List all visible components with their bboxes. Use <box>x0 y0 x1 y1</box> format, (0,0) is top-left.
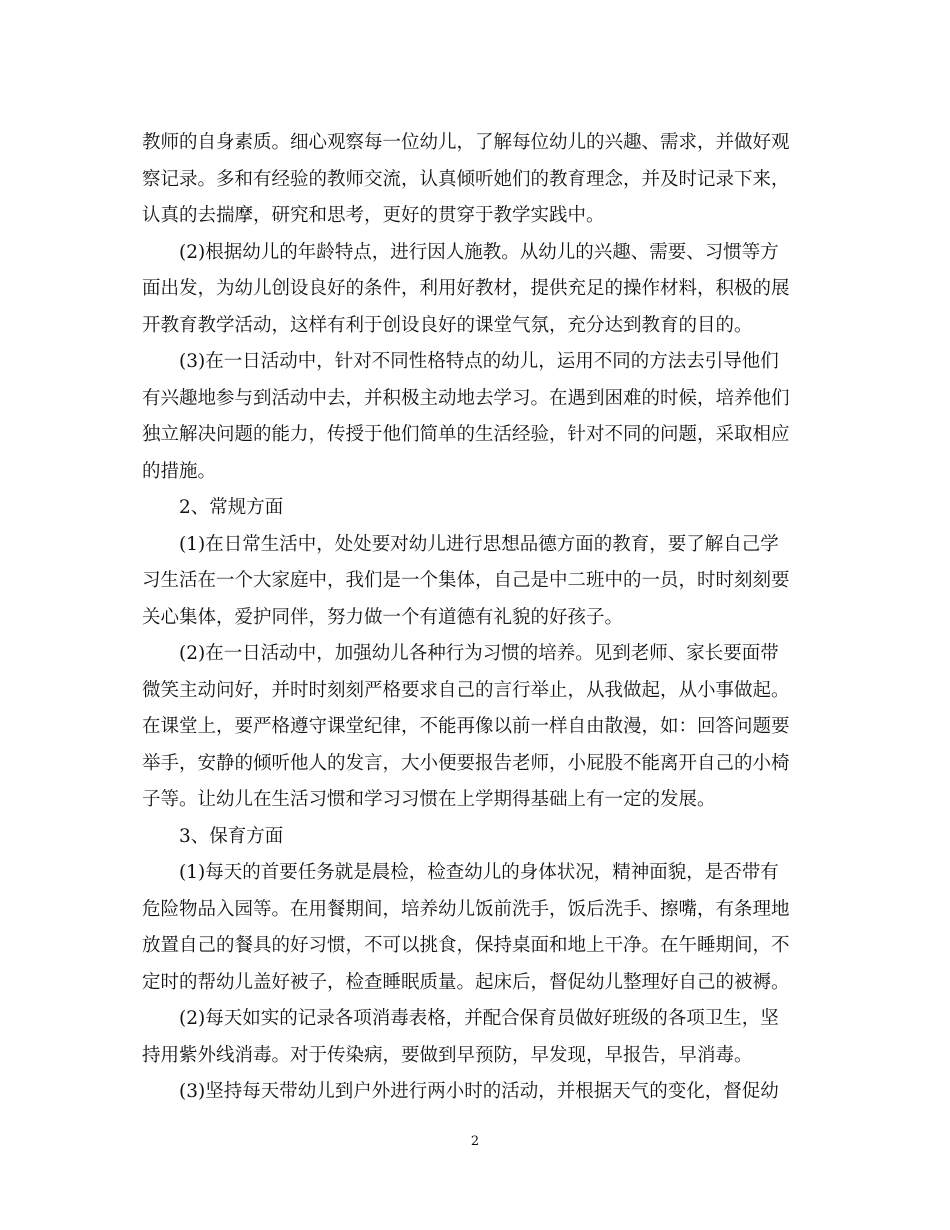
paragraph-line: 的措施。 <box>142 460 217 482</box>
paragraph-line: 习生活在一个大家庭中，我们是一个集体，自己是中二班中的一员，时时刻刻要 <box>142 570 790 591</box>
paragraph-line: 认真的去揣摩，研究和思考，更好的贯穿于教学实践中。 <box>142 205 605 226</box>
paragraph-line: 持用紫外线消毒。对于传染病，要做到早预防，早发现，早报告，早消毒。 <box>142 1044 753 1066</box>
paragraph-line: 关心集体，爱护同伴，努力做一个有道德有礼貌的好孩子。 <box>142 606 624 628</box>
paragraph-first-line: (1)每天的首要任务就是晨检，检查幼儿的身体状况，精神面貌，是否带有 <box>179 862 779 883</box>
paragraph-first-line: 3、保育方面 <box>179 825 284 847</box>
paragraph-first-line: (3)坚持每天带幼儿到户外进行两小时的活动，并根据天气的变化，督促幼 <box>179 1081 779 1102</box>
paragraph-line: 子等。让幼儿在生活习惯和学习习惯在上学期得基础上有一定的发展。 <box>142 789 716 810</box>
paragraph-first-line: (3)在一日活动中，针对不同性格特点的幼儿，运用不同的方法去引导他们 <box>179 351 779 372</box>
paragraph-first-line: (1)在日常生活中，处处要对幼儿进行思想品德方面的教育，要了解自己学 <box>179 533 779 555</box>
paragraph-line: 有兴趣地参与到活动中去，并积极主动地去学习。在遇到困难的时候，培养他们 <box>142 387 790 409</box>
paragraph-first-line: (2)根据幼儿的年龄特点，进行因人施教。从幼儿的兴趣、需要、习惯等方 <box>179 241 779 263</box>
paragraph-first-line: 2、常规方面 <box>179 497 284 518</box>
paragraph-line: 在课堂上，要严格遵守课堂纪律，不能再像以前一样自由散漫，如：回答问题要 <box>142 716 790 737</box>
paragraph-line: 面出发，为幼儿创设良好的条件，利用好教材，提供充足的操作材料，积极的展 <box>142 278 790 299</box>
paragraph-line: 察记录。多和有经验的教师交流，认真倾听她们的教育理念，并及时记录下来， <box>142 168 790 190</box>
paragraph-first-line: (2)在一日活动中，加强幼儿各种行为习惯的培养。见到老师、家长要面带 <box>179 643 779 664</box>
paragraph-line: 举手，安静的倾听他人的发言，大小便要报告老师，小屁股不能离开自己的小椅 <box>142 752 790 774</box>
page-number: 2 <box>470 1134 480 1149</box>
paragraph-first-line: (2)每天如实的记录各项消毒表格，并配合保育员做好班级的各项卫生，坚 <box>179 1008 779 1029</box>
paragraph-line: 危险物品入园等。在用餐期间，培养幼儿饭前洗手，饭后洗手、擦嘴，有条理地 <box>142 898 790 920</box>
paragraph-line: 定时的帮幼儿盖好被子，检查睡眠质量。起床后，督促幼儿整理好自己的被褥。 <box>142 971 790 993</box>
paragraph-line: 微笑主动问好，并时时刻刻严格要求自己的言行举止，从我做起，从小事做起。 <box>142 679 790 701</box>
paragraph-line: 开教育教学活动，这样有利于创设良好的课堂气氛，充分达到教育的目的。 <box>142 314 753 336</box>
paragraph-line: 独立解决问题的能力，传授于他们简单的生活经验，针对不同的问题，采取相应 <box>142 424 790 445</box>
paragraph-line: 教师的自身素质。细心观察每一位幼儿，了解每位幼儿的兴趣、需求，并做好观 <box>142 132 790 153</box>
paragraph-line: 放置自己的餐具的好习惯，不可以挑食，保持桌面和地上干净。在午睡期间，不 <box>142 935 790 956</box>
document-body <box>142 125 810 1111</box>
